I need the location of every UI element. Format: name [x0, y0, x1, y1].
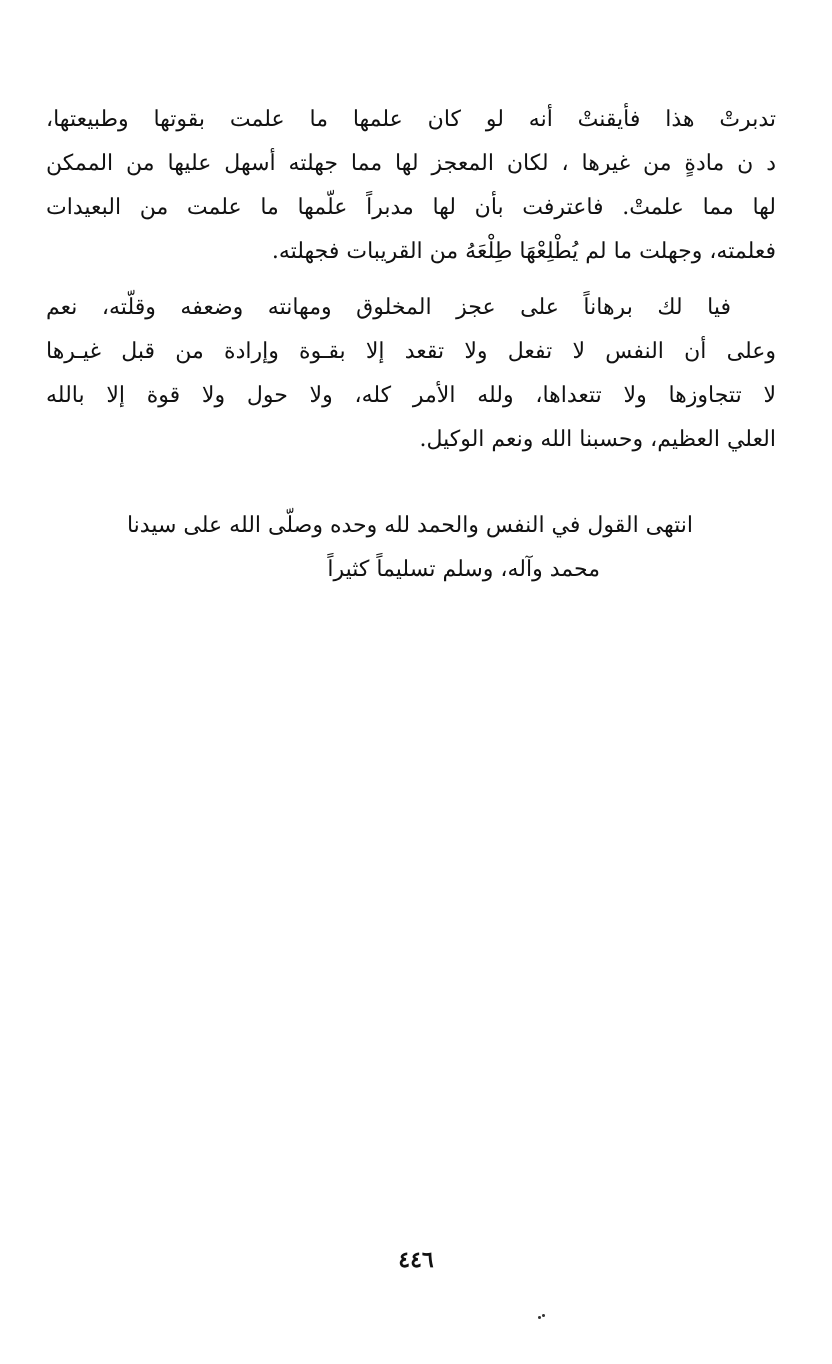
paragraph-line: لها مما علمتْ. فاعترفت بأن لها مدبراً علّمها ما علمت من البعيدات: [46, 195, 776, 220]
paragraph-2: [46, 286, 776, 462]
paragraph-line: تدبرتْ هذا فأيقنتْ أنه لو كان علمها ما علمت بقوتها وطبيعتها،: [46, 107, 776, 132]
colophon-line: محمد وآله، وسلم تسليماً كثيراً: [327, 557, 600, 582]
paragraph-line: د ن مادةٍ من غيرها ، لكان المعجز لها مما جهلته أسهل عليها من الممكن: [46, 151, 776, 176]
colophon-line: انتهى القول في النفس والحمد لله وحده وصلّى الله على سيدنا: [126, 513, 694, 538]
scan-speck: [538, 1314, 546, 1320]
paragraph-line: العلي العظيم، وحسبنا الله ونعم الوكيل.: [419, 427, 776, 452]
page-number: ٤٤٦: [398, 1247, 434, 1273]
closing-colophon: [100, 504, 720, 592]
paragraph-line: لا تتجاوزها ولا تتعداها، ولله الأمر كله، ولا حول ولا قوة إلا بالله: [46, 383, 776, 408]
paragraph-line: فعلمته، وجهلت ما لم يُطْلِعْهَا طِلْعَهُ من القريبات فجهلته.: [271, 239, 776, 264]
paragraph-line: فيا لك برهاناً على عجز المخلوق ومهانته وضعفه وقلّته، نعم: [46, 295, 731, 320]
paragraph-line: وعلى أن النفس لا تفعل ولا تقعد إلا بقـوة وإرادة من قبل غيـرها: [46, 339, 776, 364]
paragraph-1: [46, 98, 776, 274]
